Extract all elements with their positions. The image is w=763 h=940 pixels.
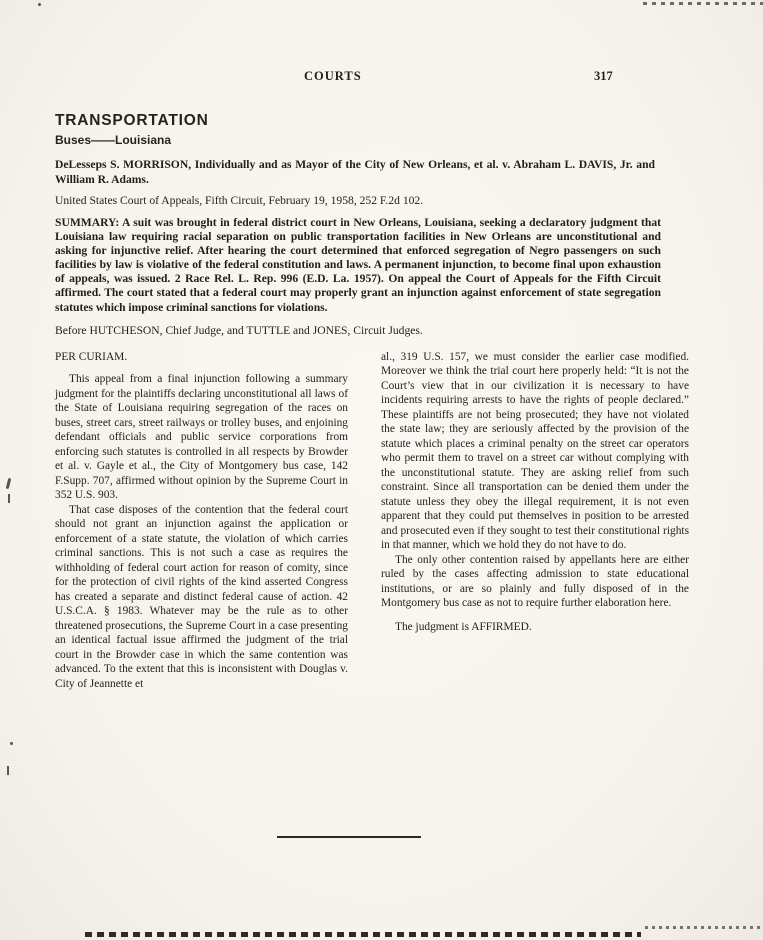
page-content [55, 112, 691, 691]
scan-artifact [38, 3, 41, 6]
running-head-title: COURTS [304, 69, 362, 83]
opinion-paragraph: This appeal from a final injunction following a summary judgment for the plaintiffs declaring unconstitutional all laws of the State of Louisiana requiring segregation of the races on buses, street cars, street railways or trolley buses, and enjoining defendant officials and public service corporations from enforcing such statutes is controlled in all respects by Browder et al. v. Gayle et al., the City of Montgomery bus case, 142 F.Supp. 707, affirmed without opinion by the Supreme Court in 352 U.S. 903. [55, 373, 348, 502]
judgment-line: The judgment is AFFIRMED. [395, 620, 532, 633]
opinion-column-right [381, 350, 689, 692]
opinion-paragraph: The only other contention raised by appellants here are either ruled by the cases affecting admission to state educational institutions, or are so plainly and fully disposed of in the Montgomery bus case as not to require further elaboration here. [381, 553, 689, 610]
scan-artifact [8, 494, 10, 503]
judges-line: Before HUTCHESON, Chief Judge, and TUTTLE and JONES, Circuit Judges. [55, 323, 423, 337]
opinion-columns [55, 350, 691, 692]
opinion-column-left [55, 350, 348, 692]
opinion-paragraph: That case disposes of the contention that the federal court should not grant an injunction against the application or enforcement of a state statute, the violation of which carries criminal sanctions. This is not such a case as requires the withholding of federal court action for reason of comity, since for the protection of civil rights of the kind asserted Congress has created a separate and distinct federal cause of action. 42 U.S.C.A. § 1983. Whatever may be the rule as to other threatened prosecutions, the Supreme Court in a case presenting an identical factual issue affirmed the judgment of the trial court in the Browder case in which the same contention was advanced. To the extent that this is inconsistent with Douglas v. City of Jeannette et [55, 503, 348, 690]
running-head [0, 69, 763, 85]
case-title: DeLesseps S. MORRISON, Individually and as Mayor of the City of New Orleans, et al. v. Abraham L. DAVIS, Jr. and William R. Adams. [55, 158, 655, 186]
page-number: 317 [594, 69, 613, 83]
subsection-title: Buses——Louisiana [55, 133, 172, 147]
scan-artifact [10, 742, 13, 745]
scan-artifact [7, 766, 9, 775]
case-summary: SUMMARY: A suit was brought in federal district court in New Orleans, Louisiana, seeking a declaratory judgment that Louisiana law requiring racial separation on public transportation facilities in New Orleans are unconstitutional and asking for injunctive relief. After hearing the court determined that enforced segregation of Negro passengers on such facilities by law is violative of the federal constitution and laws. A permanent injunction, to become final upon exhaustion of appeals, was issued. 2 Race Rel. L. Rep. 996 (E.D. La. 1957). On appeal the Court of Appeals for the Fifth Circuit affirmed. The court stated that a federal court may properly grant an injunction against enforcement of state segregation statutes which impose criminal sanctions for violations. [55, 216, 661, 314]
separator-rule [277, 836, 421, 838]
scan-artifact-bottom [85, 932, 641, 937]
scan-artifact-bottom-right [645, 926, 761, 929]
section-title: TRANSPORTATION [55, 112, 209, 129]
opinion-paragraph: al., 319 U.S. 157, we must consider the earlier case modified. Moreover we think the trial court here properly held: “It is not the Court’s view that in our civilization it is necessary to have incidents requiring arrests to have the rights of people declared.” These plaintiffs are not being prosecuted; they have not violated the state law; they are seriously affected by the provision of the statute which places a criminal penalty on the street car operators who permit them to travel on a street car without complying with the unconstitutional statute. They are asking relief from such constraint. Since all transportation can be denied them under the statute unless they obey the illegal requirement, it is not even apparent that they could put themselves in position to be arrested and prosecuted even if they sought to test their constitutional rights in that manner, which we hold they do not have to do. [381, 350, 689, 552]
court-line: United States Court of Appeals, Fifth Circuit, February 19, 1958, 252 F.2d 102. [55, 194, 424, 207]
scan-artifact [6, 478, 12, 489]
scan-artifact-top-right [643, 2, 763, 5]
opinion-heading: PER CURIAM. [55, 350, 128, 363]
